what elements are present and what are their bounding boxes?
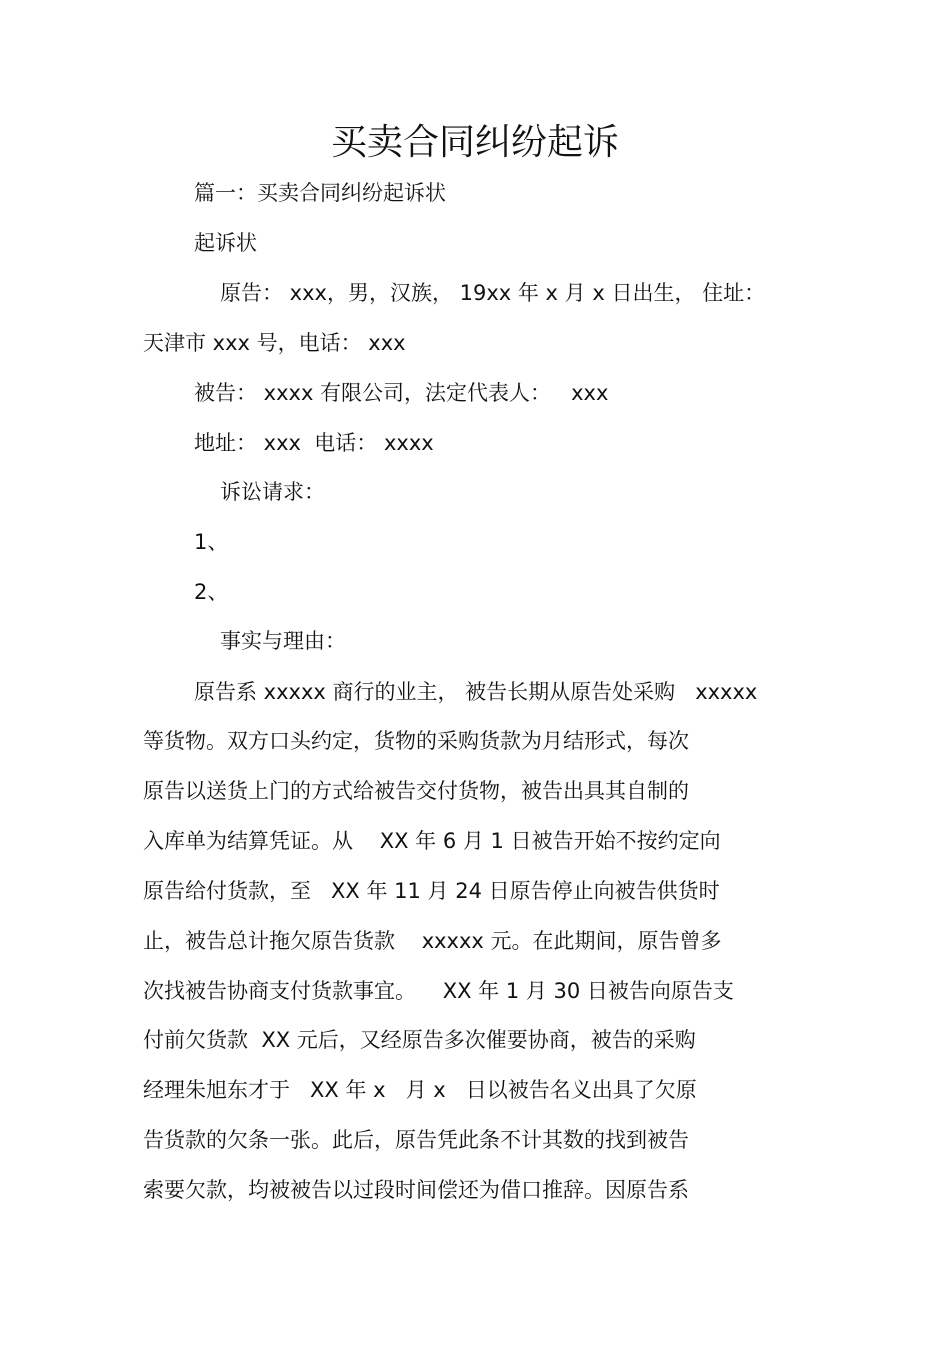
text-line: 经理朱旭东才于 XX 年 x 月 x 日以被告名义出具了欠原 — [143, 1078, 697, 1102]
text-line: 次找被告协商支付货款事宜。 XX 年 1 月 30 日被告向原告支 — [143, 979, 734, 1003]
text-line: 原告系 xxxxx 商行的业主， 被告长期从原告处采购 xxxxx — [194, 680, 758, 704]
section-heading: 篇一：买卖合同纠纷起诉状 — [194, 181, 446, 205]
list-item: 2、 — [194, 580, 229, 604]
text-line: 原告以送货上门的方式给被告交付货物，被告出具其自制的 — [143, 779, 689, 803]
text-line: 索要欠款，均被被告以过段时间偿还为借口推辞。因原告系 — [143, 1178, 689, 1202]
text-line: 付前欠货款 XX 元后，又经原告多次催要协商，被告的采购 — [143, 1028, 696, 1052]
text-line: 被告： xxxx 有限公司，法定代表人： xxx — [194, 381, 609, 405]
text-line: 等货物。双方口头约定，货物的采购货款为月结形式，每次 — [143, 729, 689, 753]
document-title: 买卖合同纠纷起诉 — [330, 122, 619, 163]
text-line: 入库单为结算凭证。从 XX 年 6 月 1 日被告开始不按约定向 — [143, 829, 721, 853]
text-line: 止，被告总计拖欠原告货款 xxxxx 元。在此期间，原告曾多 — [143, 929, 722, 953]
text-line: 事实与理由： — [220, 629, 346, 653]
text-line: 地址： xxx 电话： xxxx — [194, 431, 434, 455]
text-line: 原告： xxx，男，汉族， 19xx 年 x 月 x 日出生， 住址： — [220, 281, 766, 305]
text-line: 诉讼请求： — [220, 480, 325, 504]
text-line: 告货款的欠条一张。此后，原告凭此条不计其数的找到被告 — [143, 1128, 689, 1152]
subheading: 起诉状 — [194, 231, 257, 255]
text-line: 天津市 xxx 号，电话： xxx — [143, 331, 406, 355]
text-line: 原告给付货款，至 XX 年 11 月 24 日原告停止向被告供货时 — [143, 879, 720, 903]
list-item: 1、 — [194, 530, 229, 554]
